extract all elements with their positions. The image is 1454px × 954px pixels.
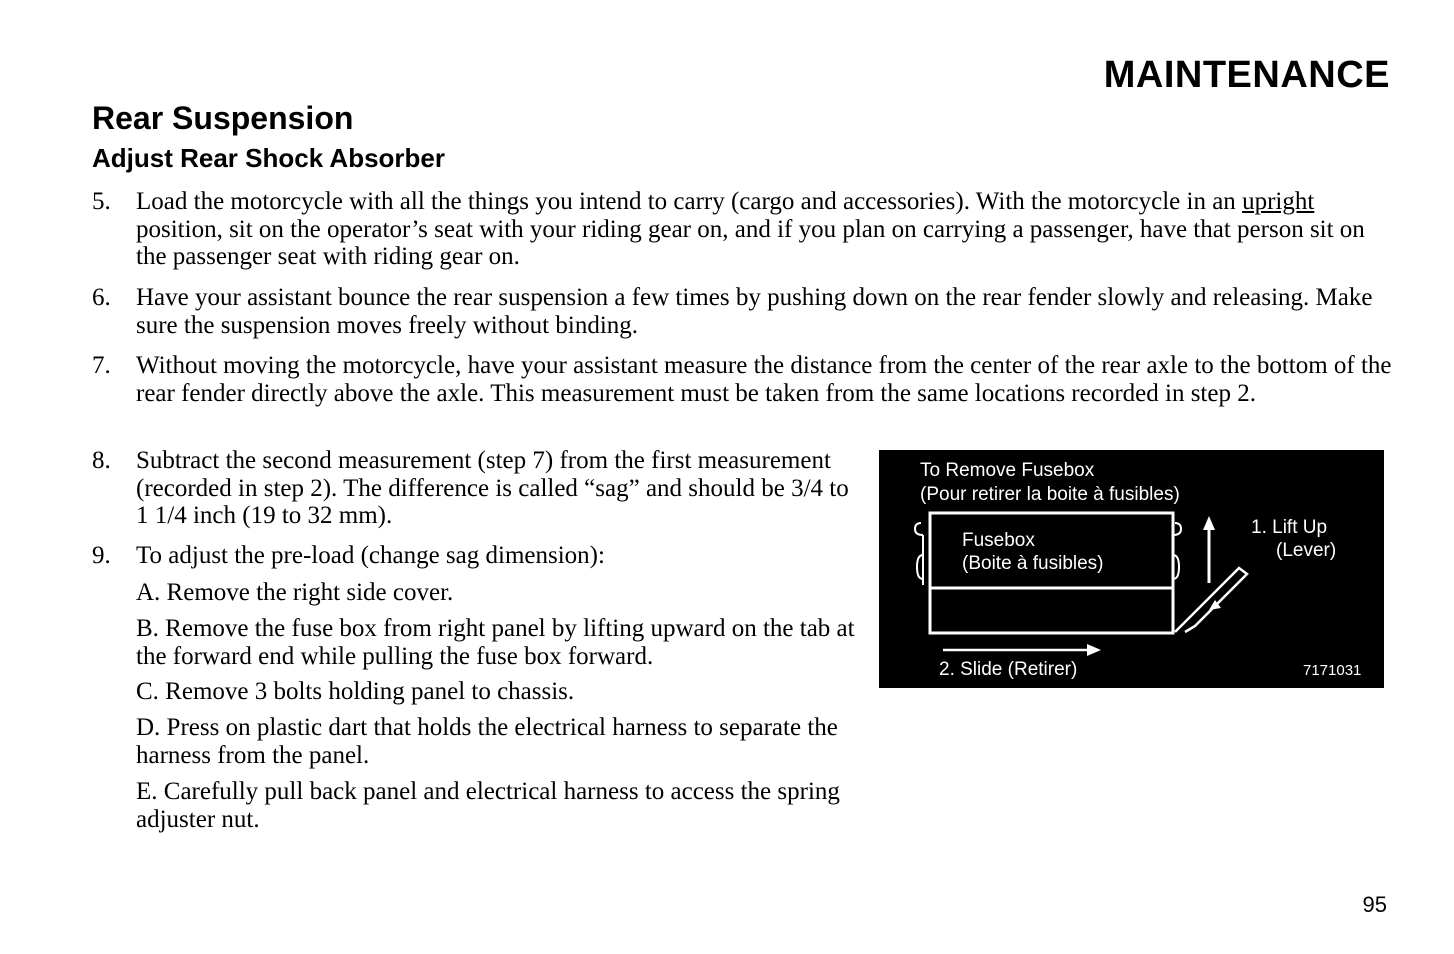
page-subtitle: Adjust Rear Shock Absorber (92, 143, 446, 173)
step-7 (92, 352, 1392, 407)
section-header: MAINTENANCE (1103, 54, 1390, 96)
step-8 (92, 447, 862, 530)
substep-c: C. Remove 3 bolts holding panel to chassis. (136, 678, 575, 705)
step-number: 8. (92, 447, 111, 474)
step-text-part: position, sit on the operator’s seat with your riding gear on, and if you plan on carrying a passenger, have that person sit on the passenger seat with riding gear on. (136, 215, 1365, 270)
step-number: 9. (92, 542, 111, 569)
fusebox-label: Fusebox (962, 530, 1035, 551)
step-text-part: Load the motorcycle with all the things you intend to carry (cargo and accessories). With the motorcycle in an (136, 188, 1243, 215)
substep-b: B. Remove the fuse box from right panel by lifting upward on the tab at the forward end while pulling the fuse box forward. (136, 615, 855, 670)
figure-title-french: (Pour retirer la boite à fusibles) (920, 484, 1180, 505)
lift-up-label: 1. Lift Up (1251, 517, 1328, 538)
page-title: Rear Suspension (92, 100, 354, 136)
substep-e: E. Carefully pull back panel and electrical harness to access the spring adjuster nut. (136, 778, 840, 833)
step-number: 7. (92, 352, 111, 379)
step-9 (92, 542, 862, 570)
step-6 (92, 284, 1392, 339)
step-number: 5. (92, 188, 111, 215)
substep-a: A. Remove the right side cover. (136, 579, 454, 606)
fusebox-figure (879, 450, 1384, 688)
fusebox-diagram (879, 450, 1384, 688)
figure-title: To Remove Fusebox (920, 460, 1095, 481)
lever-tab-shape (1175, 568, 1247, 632)
step-text: Have your assistant bounce the rear suspension a few times by pushing down on the rear fender slowly and releasing. Make sure the suspension moves freely without binding. (136, 284, 1373, 339)
figure-code: 7171031 (1303, 662, 1362, 679)
panel-shape (930, 588, 1173, 633)
step-5 (92, 188, 1392, 271)
fusebox-label-french: (Boite à fusibles) (962, 553, 1104, 574)
step-text: Without moving the motorcycle, have your assistant measure the distance from the center of the rear axle to the bottom of the rear fender directly above the axle. This measurement must be taken from the same locations recorded in step 2. (136, 352, 1392, 407)
lift-arrow-icon (1203, 516, 1215, 530)
emphasized-word: upright (1242, 188, 1315, 215)
step-text: Subtract the second measurement (step 7) from the first measurement (recorded in step 2). The difference is called “sag” and should be 3/4 to 1 1/4 inch (19 to 32 mm). (136, 447, 849, 529)
substep-d: D. Press on plastic dart that holds the electrical harness to separate the harness from the panel. (136, 714, 838, 769)
step-number: 6. (92, 284, 111, 311)
page-number: 95 (1362, 892, 1387, 917)
step-text (136, 188, 1392, 271)
step-text: To adjust the pre-load (change sag dimension): (136, 542, 605, 569)
slide-label: 2. Slide (Retirer) (939, 659, 1078, 680)
lift-up-label-french: (Lever) (1276, 540, 1337, 561)
slide-arrow-icon (1087, 644, 1101, 656)
